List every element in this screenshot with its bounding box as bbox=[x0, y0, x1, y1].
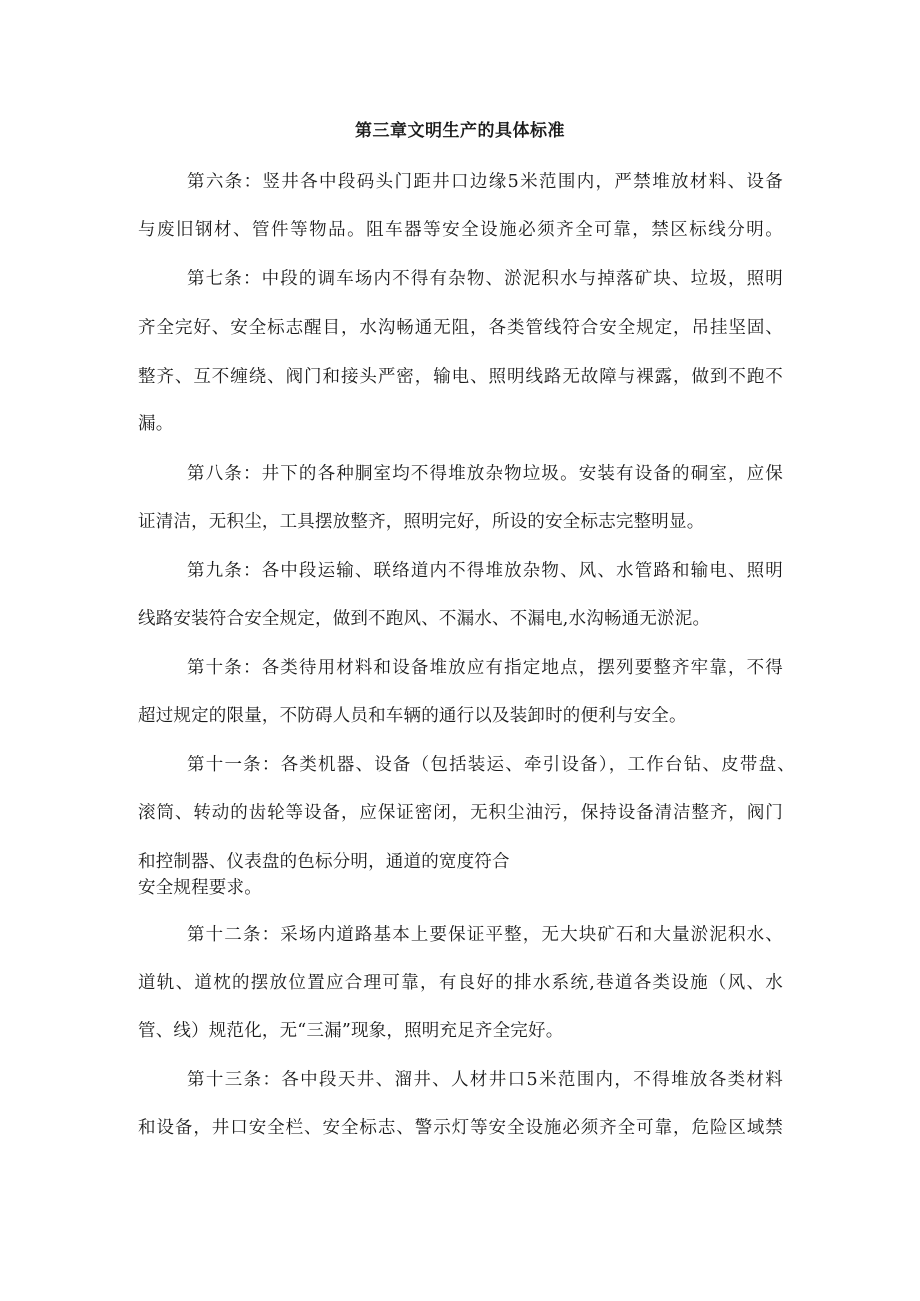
paragraph-line: 第十三条：各中段天井、溜井、人材井口5米范围内，不得堆放各类材料 bbox=[187, 1070, 783, 1090]
paragraph-line: 和设备，井口安全栏、安全标志、警示灯等安全设施必须齐全可靠，危险区域禁 bbox=[138, 1118, 783, 1138]
paragraph-line: 第十条：各类待用材料和设备堆放应有指定地点，摆列要整齐牢靠，不得 bbox=[187, 658, 783, 678]
paragraph-line: 第七条：中段的调车场内不得有杂物、淤泥积水与掉落矿块、垃圾，照明 bbox=[187, 269, 783, 289]
paragraph-line: 线路安装符合安全规定，做到不跑风、不漏水、不漏电,水沟畅通无淤泥。 bbox=[138, 609, 711, 629]
paragraph-line: 超过规定的限量，不防碍人员和车辆的通行以及装卸时的便利与安全。 bbox=[138, 706, 687, 726]
paragraph-line: 和控制器、仪表盘的色标分明，通道的宽度符合 bbox=[138, 852, 510, 872]
paragraph-line: 整齐、互不缠绕、阀门和接头严密，输电、照明线路无故障与裸露，做到不跑不 bbox=[138, 367, 783, 387]
paragraph-line: 与废旧钢材、管件等物品。阻车器等安全设施必须齐全可靠，禁区标线分明。 bbox=[138, 220, 783, 240]
paragraph-line: 管、线）规范化，无“三漏”现象，照明充足齐全完好。 bbox=[138, 1021, 564, 1041]
paragraph-line: 第十一条：各类机器、设备（包括装运、牵引设备），工作台钻、皮带盘、 bbox=[187, 755, 795, 775]
paragraph-line: 第十二条：采场内道路基本上要保证平整，无大块矿石和大量淤泥积水、 bbox=[187, 925, 783, 945]
paragraph-line: 第九条：各中段运输、联络道内不得堆放杂物、风、水管路和输电、照明 bbox=[187, 561, 783, 581]
chapter-title: 第三章文明生产的具体标准 bbox=[355, 121, 565, 141]
paragraph-line: 安全规程要求。 bbox=[138, 878, 262, 898]
paragraph-line: 第六条：竖井各中段码头门距井口边缘5米范围内，严禁堆放材料、设备 bbox=[187, 172, 783, 192]
paragraph-line: 滚筒、转动的齿轮等设备，应保证密闭，无积尘油污，保持设备清洁整齐，阀门 bbox=[138, 803, 783, 823]
paragraph-line: 齐全完好、安全标志醒目，水沟畅通无阻，各类管线符合安全规定，吊挂坚固、 bbox=[138, 318, 783, 338]
paragraph-line: 第八条：井下的各种胴室均不得堆放杂物垃圾。安装有设备的硐室，应保 bbox=[187, 464, 783, 484]
paragraph-line: 漏。 bbox=[138, 414, 174, 434]
paragraph-line: 道轨、道枕的摆放位置应合理可靠，有良好的排水系统,巷道各类设施（风、水 bbox=[138, 973, 783, 993]
paragraph-line: 证清洁，无积尘，工具摆放整齐，照明完好，所设的安全标志完整明显。 bbox=[138, 512, 705, 532]
